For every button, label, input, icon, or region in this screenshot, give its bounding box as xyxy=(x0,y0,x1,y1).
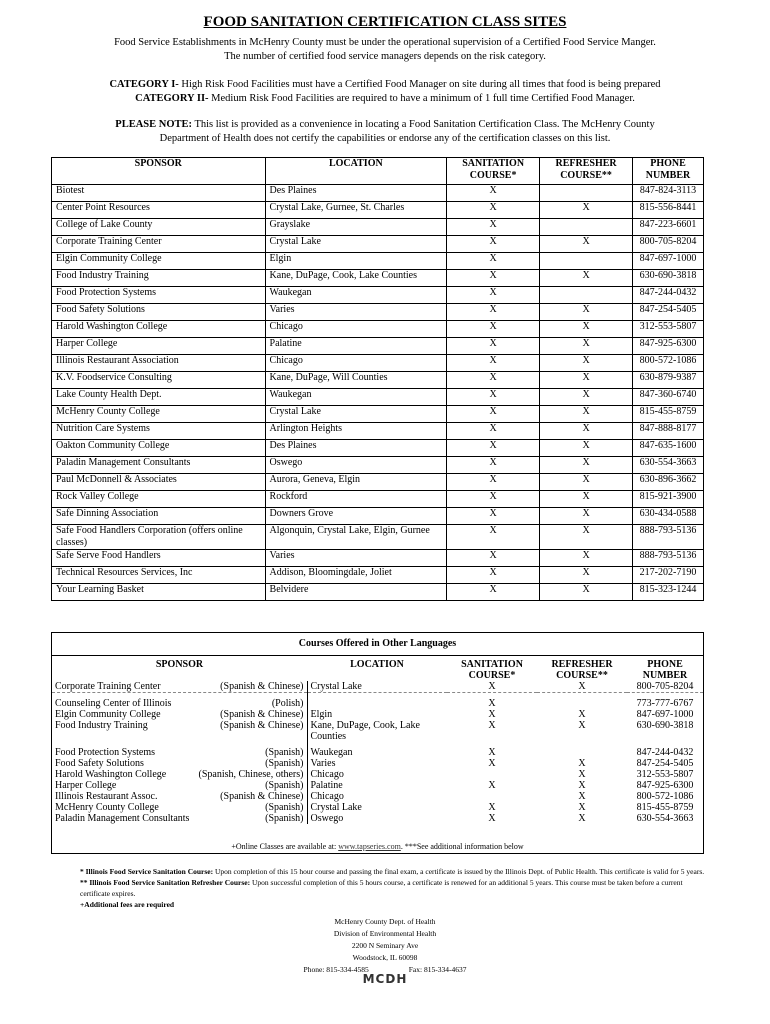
cell-phone: 815-921-3900 xyxy=(633,491,704,508)
lang-cell-language: (Spanish & Chinese) xyxy=(220,681,304,692)
cell-san: X xyxy=(447,406,540,423)
cell-ref: X xyxy=(540,525,633,550)
cell-ref xyxy=(540,185,633,202)
cell-sponsor: McHenry County College xyxy=(52,406,266,423)
cell-phone: 630-434-0588 xyxy=(633,508,704,525)
cell-san: X xyxy=(447,236,540,253)
cell-phone: 630-879-9387 xyxy=(633,372,704,389)
lang-cell-san: X xyxy=(488,758,496,769)
cell-sponsor: Food Safety Solutions xyxy=(52,304,266,321)
lang-cell-sponsor-name: Food Industry Training xyxy=(55,720,148,731)
cell-ref: X xyxy=(540,236,633,253)
lang-cell-location: Crystal Lake xyxy=(307,681,447,693)
cell-ref: X xyxy=(540,508,633,525)
cell-phone: 847-244-0432 xyxy=(633,287,704,304)
lang-cell-language: (Spanish) xyxy=(265,802,304,813)
header-location: LOCATION xyxy=(265,158,447,185)
cell-location: Waukegan xyxy=(265,287,447,304)
footnote-2-label: ** Illinois Food Service Sanitation Refresher Course: xyxy=(80,878,251,887)
table-row xyxy=(52,236,704,253)
lang-cell-phone: 630-690-3818 xyxy=(636,720,694,731)
lang-cell-location: Elgin xyxy=(310,709,333,720)
category-2-text: Medium Risk Food Facilities are required to have a minimum of 1 full time Certified Food Manager. xyxy=(208,93,635,104)
cell-ref: X xyxy=(540,372,633,389)
lang-cell-ref: X xyxy=(578,709,586,720)
cell-ref: X xyxy=(540,270,633,287)
cell-phone: 888-793-5136 xyxy=(633,525,704,550)
lang-cell-ref: X xyxy=(578,720,586,731)
cell-san: X xyxy=(447,491,540,508)
lang-cell-ref: X xyxy=(578,791,586,802)
category-1 xyxy=(60,78,710,92)
lang-cell-ref: X xyxy=(578,802,586,813)
cell-sponsor: Illinois Restaurant Association xyxy=(52,355,266,372)
intro-text xyxy=(60,36,710,64)
cell-phone: 800-705-8204 xyxy=(633,236,704,253)
cell-phone: 630-896-3662 xyxy=(633,474,704,491)
lang-cell-san: X xyxy=(488,802,496,813)
lang-cell-language: (Spanish) xyxy=(265,758,304,769)
cell-location: Algonquin, Crystal Lake, Elgin, Gurnee xyxy=(265,525,447,550)
note-line-1 xyxy=(60,118,710,132)
lang-table-row xyxy=(52,693,703,710)
cell-ref: X xyxy=(540,457,633,474)
lang-cell-language: (Spanish) xyxy=(265,747,304,758)
lang-cell-sponsor-name: McHenry County College xyxy=(55,802,159,813)
cell-sponsor: Technical Resources Services, Inc xyxy=(52,567,266,584)
cell-location: Varies xyxy=(265,304,447,321)
table-row xyxy=(52,508,704,525)
cell-sponsor: Safe Serve Food Handlers xyxy=(52,550,266,567)
footnote-2 xyxy=(80,877,710,899)
footnote-2-text: Upon successful completion of this 5 hours course, a certificate is renewed for an additional 5 years. This course must be taken before a current certificate expires. xyxy=(80,878,683,898)
lang-cell-language: (Spanish) xyxy=(265,813,304,824)
table-row xyxy=(52,440,704,457)
cell-phone: 847-888-8177 xyxy=(633,423,704,440)
cell-phone: 815-455-8759 xyxy=(633,406,704,423)
lang-cell-sponsor xyxy=(52,813,307,824)
other-languages-table xyxy=(52,656,703,824)
table-row xyxy=(52,219,704,236)
cell-location: Rockford xyxy=(265,491,447,508)
lang-cell-ref: X xyxy=(578,769,586,780)
cell-location: Crystal Lake, Gurnee, St. Charles xyxy=(265,202,447,219)
cell-ref: X xyxy=(540,338,633,355)
cell-ref: X xyxy=(540,550,633,567)
lang-cell-san: X xyxy=(488,709,496,720)
cell-san: X xyxy=(447,185,540,202)
cell-location: Des Plaines xyxy=(265,440,447,457)
table-row xyxy=(52,270,704,287)
cell-san: X xyxy=(447,253,540,270)
other-languages-section xyxy=(51,632,704,854)
lang-cell-phone: 800-572-1086 xyxy=(636,791,694,802)
lang-cell-sponsor xyxy=(52,720,307,742)
lang-cell-sponsor xyxy=(52,802,307,813)
lang-cell-sponsor-name: Food Protection Systems xyxy=(55,747,156,758)
table-row xyxy=(52,474,704,491)
cell-location: Oswego xyxy=(265,457,447,474)
cell-sponsor: Rock Valley College xyxy=(52,491,266,508)
cell-sponsor: Oakton Community College xyxy=(52,440,266,457)
cell-san: X xyxy=(447,440,540,457)
cell-san: X xyxy=(447,304,540,321)
cell-location: Des Plaines xyxy=(265,185,447,202)
lang-table-row xyxy=(52,802,703,813)
lang-cell-sponsor-name: Harold Washington College xyxy=(55,769,167,780)
lang-cell-phone: 800-705-8204 xyxy=(627,681,703,693)
lang-cell-language: (Spanish) xyxy=(265,780,304,791)
please-note xyxy=(60,118,710,146)
cell-ref xyxy=(540,219,633,236)
lang-table-row xyxy=(52,780,703,791)
table-row xyxy=(52,287,704,304)
table-row xyxy=(52,372,704,389)
fax-number: Fax: 815-334-4637 xyxy=(408,965,467,974)
table-row xyxy=(52,550,704,567)
cell-ref: X xyxy=(540,321,633,338)
lang-cell-ref xyxy=(537,742,627,758)
lang-table-row xyxy=(52,720,703,742)
table-header-row xyxy=(52,158,704,185)
cell-phone: 815-323-1244 xyxy=(633,584,704,601)
lang-cell-sponsor-name: Harper College xyxy=(55,780,117,791)
table-row xyxy=(52,584,704,601)
cell-ref: X xyxy=(540,406,633,423)
cell-phone: 847-635-1600 xyxy=(633,440,704,457)
cell-location: Chicago xyxy=(265,321,447,338)
cell-sponsor: Harper College xyxy=(52,338,266,355)
lang-cell-phone: 847-697-1000 xyxy=(636,709,694,720)
lang-cell-san: X xyxy=(488,813,496,824)
address-line-2: Division of Environmental Health xyxy=(333,929,437,938)
lang-cell-language: (Spanish & Chinese) xyxy=(220,720,304,731)
cell-sponsor: Harold Washington College xyxy=(52,321,266,338)
cell-phone: 847-223-6601 xyxy=(633,219,704,236)
table-row xyxy=(52,202,704,219)
lang-cell-sponsor xyxy=(52,742,307,758)
table-row xyxy=(52,406,704,423)
category-2-label: CATEGORY II- xyxy=(135,93,209,104)
cell-sponsor: Nutrition Care Systems xyxy=(52,423,266,440)
cell-phone: 800-572-1086 xyxy=(633,355,704,372)
cell-sponsor: College of Lake County xyxy=(52,219,266,236)
cell-ref: X xyxy=(540,202,633,219)
cell-location: Aurora, Geneva, Elgin xyxy=(265,474,447,491)
lang-cell-sponsor-name: Paladin Management Consultants xyxy=(55,813,190,824)
online-classes-note xyxy=(52,842,703,851)
lang-cell-location: Chicago xyxy=(310,769,344,780)
cell-location: Chicago xyxy=(265,355,447,372)
footnote-1-text: Upon completion of this 15 hour course and passing the final exam, a certificate is issued by the Illinois Dept. of Public Health. This certificate is valid for 5 years. xyxy=(213,867,705,876)
lang-cell-sponsor-name: Food Safety Solutions xyxy=(55,758,144,769)
cell-san: X xyxy=(447,550,540,567)
table-row xyxy=(52,355,704,372)
lang-cell-san: X xyxy=(488,747,496,758)
lang-cell-language: (Polish) xyxy=(271,698,304,709)
footnote-1-label: * Illinois Food Service Sanitation Course: xyxy=(80,867,214,876)
cell-sponsor: Food Industry Training xyxy=(52,270,266,287)
table-row xyxy=(52,525,704,550)
cell-location: Crystal Lake xyxy=(265,406,447,423)
lang-cell-phone: 847-244-0432 xyxy=(636,747,694,758)
cell-location: Kane, DuPage, Cook, Lake Counties xyxy=(265,270,447,287)
lang-cell-ref: X xyxy=(537,681,627,693)
cell-ref: X xyxy=(540,584,633,601)
cell-san: X xyxy=(447,389,540,406)
lang-cell-sponsor-name: Counseling Center of Illinois xyxy=(55,698,172,709)
table-row xyxy=(52,321,704,338)
cell-san: X xyxy=(447,287,540,304)
lang-cell-location xyxy=(307,693,447,710)
lang-cell-location: Oswego xyxy=(310,813,344,824)
footnote-3-text: +Additional fees are required xyxy=(80,900,175,909)
cell-san: X xyxy=(447,270,540,287)
cell-sponsor: Biotest xyxy=(52,185,266,202)
lang-header-refresher: REFRESHER COURSE** xyxy=(551,659,613,681)
lang-header-sanitation: SANITATION COURSE* xyxy=(461,659,523,681)
intro-line-2: The number of certified food service managers depends on the risk category. xyxy=(224,51,546,62)
cell-location: Kane, DuPage, Will Counties xyxy=(265,372,447,389)
cell-san: X xyxy=(447,423,540,440)
lang-cell-sponsor xyxy=(52,780,307,791)
cell-ref: X xyxy=(540,355,633,372)
cell-san: X xyxy=(447,474,540,491)
lang-header-location: LOCATION xyxy=(350,659,404,670)
lang-cell-sponsor xyxy=(52,709,307,720)
mcdh-logo: MCDH xyxy=(362,972,408,986)
cell-phone: 630-554-3663 xyxy=(633,457,704,474)
lang-cell-phone: 847-925-6300 xyxy=(636,780,694,791)
lang-cell-ref xyxy=(537,693,627,710)
lang-cell-san xyxy=(447,769,537,780)
cell-ref: X xyxy=(540,567,633,584)
lang-cell-language: (Spanish, Chinese, others) xyxy=(198,769,304,780)
lang-cell-ref: X xyxy=(578,780,586,791)
cell-san: X xyxy=(447,202,540,219)
cell-ref: X xyxy=(540,304,633,321)
cell-ref: X xyxy=(540,474,633,491)
lang-table-row xyxy=(52,681,703,693)
cell-location: Grayslake xyxy=(265,219,447,236)
lang-cell-ref: X xyxy=(578,758,586,769)
lang-cell-san: X xyxy=(488,720,496,731)
address-line-1: McHenry County Dept. of Health xyxy=(334,917,436,926)
footnote-1 xyxy=(80,866,710,877)
header-sanitation: SANITATION COURSE* xyxy=(447,158,540,185)
cell-phone: 847-697-1000 xyxy=(633,253,704,270)
cell-phone: 815-556-8441 xyxy=(633,202,704,219)
cell-location: Waukegan xyxy=(265,389,447,406)
cell-san: X xyxy=(447,355,540,372)
cell-sponsor: Paul McDonnell & Associates xyxy=(52,474,266,491)
table-row xyxy=(52,338,704,355)
lang-cell-location: Palatine xyxy=(310,780,343,791)
lang-cell-phone: 815-455-8759 xyxy=(636,802,694,813)
lang-cell-sponsor-name: Illinois Restaurant Assoc. xyxy=(55,791,158,802)
cell-sponsor: K.V. Foodservice Consulting xyxy=(52,372,266,389)
department-address xyxy=(0,916,770,976)
cell-san: X xyxy=(447,372,540,389)
lang-cell-language: (Spanish & Chinese) xyxy=(220,791,304,802)
table-row xyxy=(52,491,704,508)
note-label: PLEASE NOTE: xyxy=(115,119,193,130)
cell-sponsor: Elgin Community College xyxy=(52,253,266,270)
lang-cell-sponsor-name: Elgin Community College xyxy=(55,709,161,720)
table-row xyxy=(52,457,704,474)
cell-san: X xyxy=(447,338,540,355)
lang-cell-sponsor xyxy=(52,769,307,780)
cell-ref: X xyxy=(540,423,633,440)
footnote-3 xyxy=(80,899,710,910)
cell-phone: 312-553-5807 xyxy=(633,321,704,338)
header-sponsor: SPONSOR xyxy=(52,158,266,185)
lang-cell-san: X xyxy=(488,698,496,709)
lang-cell-sponsor xyxy=(52,758,307,769)
cell-sponsor: Safe Food Handlers Corporation (offers online classes) xyxy=(52,525,266,550)
lang-cell-location: Chicago xyxy=(310,791,344,802)
lang-cell-sponsor xyxy=(52,693,307,710)
cell-phone: 888-793-5136 xyxy=(633,550,704,567)
cell-sponsor: Corporate Training Center xyxy=(52,236,266,253)
lang-cell-location: Kane, DuPage, Cook, Lake Counties xyxy=(310,720,420,742)
lang-cell-sponsor xyxy=(52,681,307,693)
address-line-4: Woodstock, IL 60098 xyxy=(352,953,418,962)
lang-cell-ref: X xyxy=(578,813,586,824)
lang-cell-phone: 630-554-3663 xyxy=(636,813,694,824)
cell-phone: 217-202-7190 xyxy=(633,567,704,584)
table-row xyxy=(52,185,704,202)
cell-sponsor: Paladin Management Consultants xyxy=(52,457,266,474)
cell-phone: 847-254-5405 xyxy=(633,304,704,321)
lang-cell-language: (Spanish & Chinese) xyxy=(220,709,304,720)
lang-table-row xyxy=(52,758,703,769)
cell-san: X xyxy=(447,567,540,584)
cell-sponsor: Food Protection Systems xyxy=(52,287,266,304)
cell-ref xyxy=(540,253,633,270)
cell-location: Belvidere xyxy=(265,584,447,601)
lang-table-row xyxy=(52,791,703,802)
cell-ref: X xyxy=(540,491,633,508)
other-languages-title: Courses Offered in Other Languages xyxy=(52,633,703,656)
table-row xyxy=(52,423,704,440)
cell-phone: 847-824-3113 xyxy=(633,185,704,202)
footnotes xyxy=(80,866,710,910)
phone-number: Phone: 815-334-4585 xyxy=(303,965,369,974)
lang-cell-sponsor xyxy=(52,791,307,802)
online-prefix: +Online Classes are available at: xyxy=(231,842,339,851)
risk-categories xyxy=(60,78,710,106)
lang-cell-san: X xyxy=(488,780,496,791)
lang-cell-san: X xyxy=(447,681,537,693)
online-suffix: . ***See additional information below xyxy=(400,842,524,851)
cell-location: Elgin xyxy=(265,253,447,270)
cell-san: X xyxy=(447,321,540,338)
cell-location: Addison, Bloomingdale, Joliet xyxy=(265,567,447,584)
lang-cell-location: Crystal Lake xyxy=(310,802,362,813)
table-row xyxy=(52,253,704,270)
lang-cell-location: Varies xyxy=(310,758,336,769)
table-row xyxy=(52,389,704,406)
cell-san: X xyxy=(447,457,540,474)
header-phone: PHONE NUMBER xyxy=(633,158,704,185)
intro-line-1: Food Service Establishments in McHenry County must be under the operational supervision of a Certified Food Service Manger. xyxy=(114,37,656,48)
cell-san: X xyxy=(447,525,540,550)
lang-table-row xyxy=(52,709,703,720)
page-title: FOOD SANITATION CERTIFICATION CLASS SITES xyxy=(203,14,567,30)
lang-header-sponsor: SPONSOR xyxy=(155,659,204,670)
table-row xyxy=(52,567,704,584)
category-1-text: High Risk Food Facilities must have a Certified Food Manager on site during all times that food is being prepared xyxy=(178,79,661,90)
cell-phone: 847-925-6300 xyxy=(633,338,704,355)
lang-table-row xyxy=(52,769,703,780)
online-link[interactable]: www.tapseries.com xyxy=(338,842,401,851)
category-1-label: CATEGORY I- xyxy=(109,79,179,90)
cell-location: Palatine xyxy=(265,338,447,355)
cell-ref: X xyxy=(540,389,633,406)
cell-san: X xyxy=(447,584,540,601)
lang-cell-sponsor-name: Corporate Training Center xyxy=(55,681,161,692)
cell-sponsor: Lake County Health Dept. xyxy=(52,389,266,406)
lang-table-row xyxy=(52,813,703,824)
lang-cell-phone: 773-777-6767 xyxy=(636,698,694,709)
lang-header-phone: PHONE NUMBER xyxy=(642,659,688,681)
lang-table-row xyxy=(52,742,703,758)
cell-location: Varies xyxy=(265,550,447,567)
lang-header-row xyxy=(52,656,703,681)
cell-phone: 630-690-3818 xyxy=(633,270,704,287)
cell-phone: 847-360-6740 xyxy=(633,389,704,406)
cell-location: Crystal Lake xyxy=(265,236,447,253)
cell-location: Arlington Heights xyxy=(265,423,447,440)
cell-sponsor: Safe Dinning Association xyxy=(52,508,266,525)
lang-cell-location: Waukegan xyxy=(310,747,353,758)
cell-san: X xyxy=(447,508,540,525)
cell-sponsor: Your Learning Basket xyxy=(52,584,266,601)
lang-cell-phone: 312-553-5807 xyxy=(636,769,694,780)
lang-cell-san xyxy=(447,791,537,802)
cell-location: Downers Grove xyxy=(265,508,447,525)
cell-ref: X xyxy=(540,440,633,457)
cell-ref xyxy=(540,287,633,304)
address-line-3: 2200 N Seminary Ave xyxy=(351,941,419,950)
table-row xyxy=(52,304,704,321)
sites-table xyxy=(51,157,704,601)
note-line-2: Department of Health does not certify the capabilities or endorse any of the certification classes on this list. xyxy=(159,133,611,144)
cell-san: X xyxy=(447,219,540,236)
header-refresher: REFRESHER COURSE** xyxy=(540,158,633,185)
lang-cell-phone: 847-254-5405 xyxy=(636,758,694,769)
note-text-1: This list is provided as a convenience in locating a Food Sanitation Certification Class. The McHenry County xyxy=(192,119,655,130)
cell-sponsor: Center Point Resources xyxy=(52,202,266,219)
category-2 xyxy=(60,92,710,106)
